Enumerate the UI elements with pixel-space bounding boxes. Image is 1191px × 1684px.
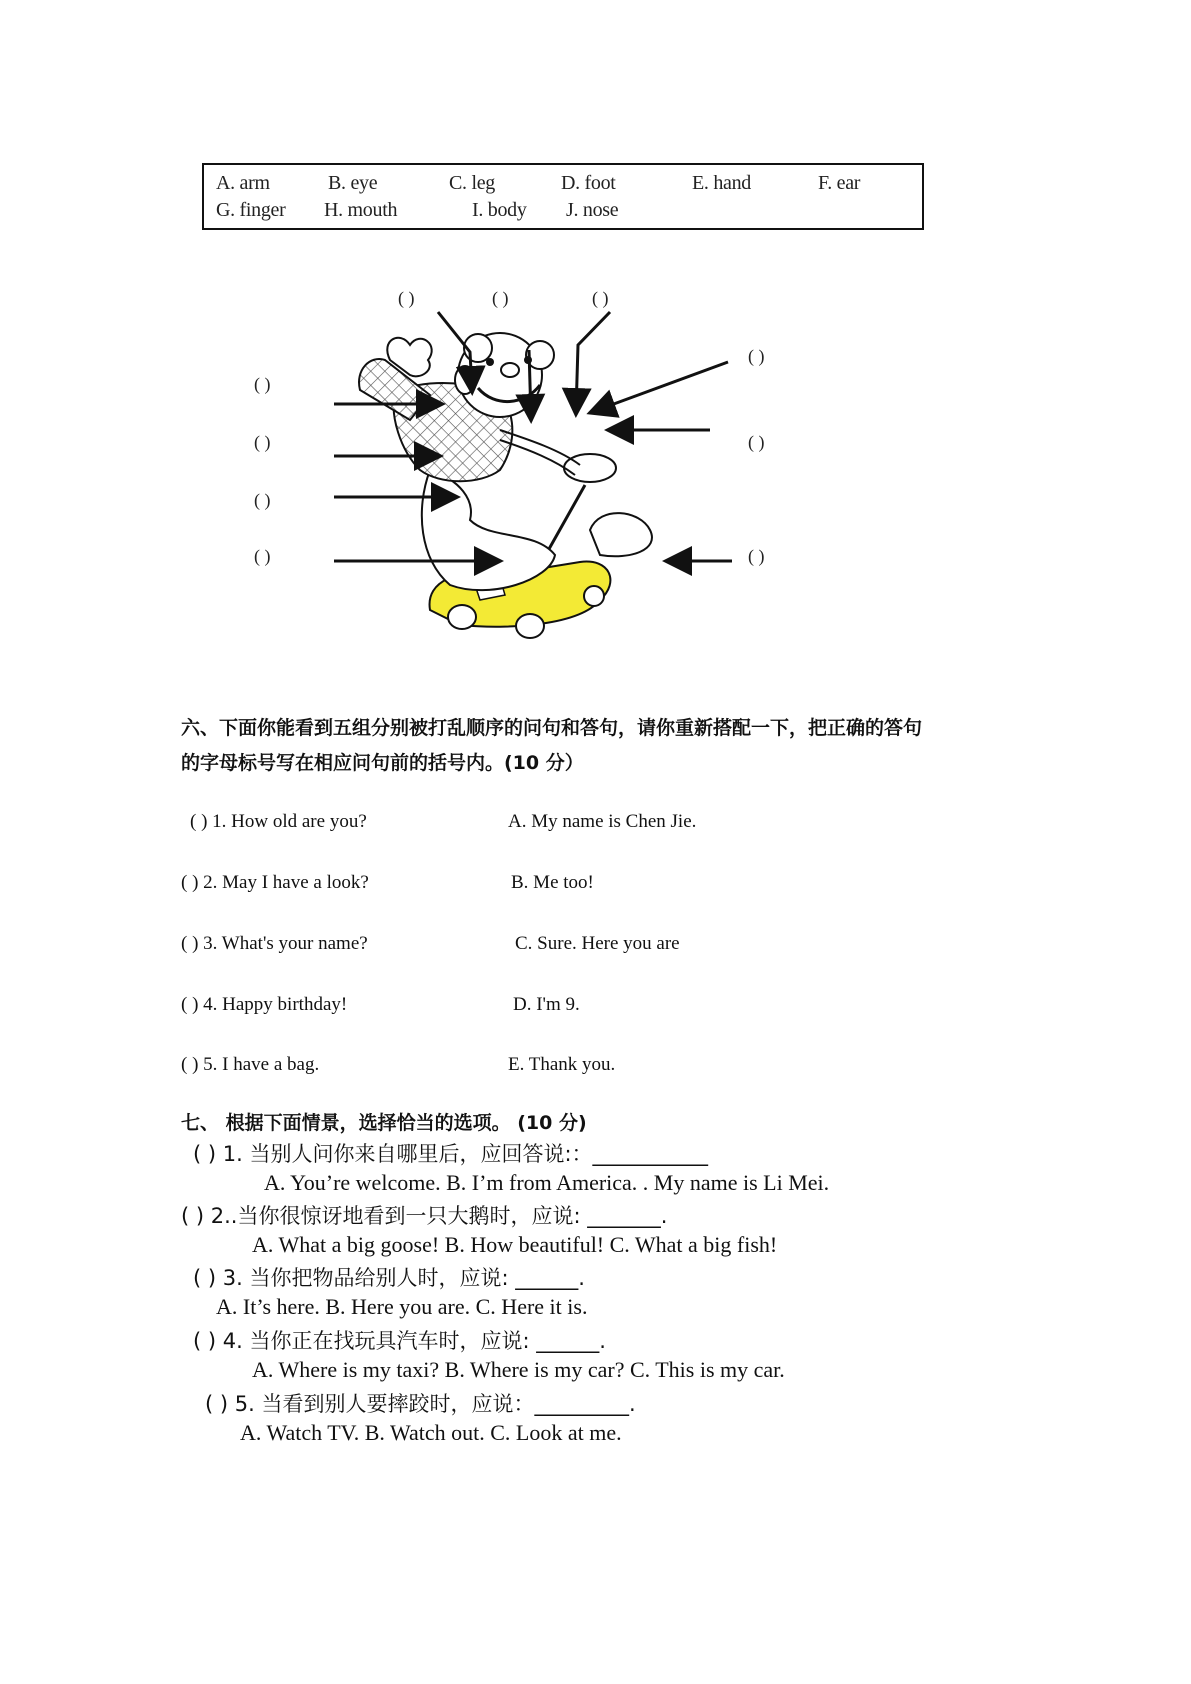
scenario-options: A. It’s here. B. Here you are. C. Here it is. bbox=[216, 1294, 588, 1319]
match-question: ( ) 2. May I have a look? bbox=[181, 872, 369, 893]
word-option: G. finger bbox=[216, 199, 286, 221]
answer-blank[interactable]: ( ) bbox=[592, 288, 609, 308]
scenario-question: ( ) 3. 当你把物品给别人时，应说: ______. bbox=[193, 1266, 585, 1290]
section6-heading-line2: 的字母标号写在相应问句前的括号内。(10 分） bbox=[181, 752, 584, 774]
answer-blank[interactable]: ( ) bbox=[398, 288, 415, 308]
word-option: J. nose bbox=[566, 199, 619, 221]
section7-heading: 七、 根据下面情景，选择恰当的选项。 (10 分) bbox=[181, 1112, 587, 1134]
word-option: D. foot bbox=[561, 172, 616, 194]
match-question: ( ) 3. What's your name? bbox=[181, 933, 368, 954]
word-option: C. leg bbox=[449, 172, 495, 194]
scenario-options: A. You’re welcome. B. I’m from America. . My name is Li Mei. bbox=[264, 1170, 830, 1195]
answer-blank[interactable]: ( ) bbox=[254, 490, 271, 510]
word-option: H. mouth bbox=[324, 199, 398, 221]
answer-blank[interactable]: ( ) bbox=[254, 432, 271, 452]
match-answer: E. Thank you. bbox=[508, 1054, 616, 1075]
scenario-question: ( ) 1. 当别人问你来自哪里后，应回答说:：___________ bbox=[193, 1142, 709, 1166]
answer-blank[interactable]: ( ) bbox=[748, 546, 765, 566]
scenario-question: ( ) 2..当你很惊讶地看到一只大鹅时，应说: _______. bbox=[181, 1204, 668, 1228]
section6-heading-line1: 六、下面你能看到五组分别被打乱顺序的问句和答句，请你重新搭配一下，把正确的答句 bbox=[181, 717, 923, 739]
scenario-question: ( ) 5. 当看到别人要摔跤时，应说：_________. bbox=[205, 1392, 636, 1416]
word-option: I. body bbox=[472, 199, 527, 221]
answer-blank[interactable]: ( ) bbox=[748, 432, 765, 452]
answer-blank[interactable]: ( ) bbox=[748, 346, 765, 366]
scenario-options: A. Where is my taxi? B. Where is my car? C. This is my car. bbox=[252, 1357, 785, 1382]
word-option: A. arm bbox=[216, 172, 270, 194]
label-arrows bbox=[0, 0, 1191, 700]
answer-blank[interactable]: ( ) bbox=[254, 546, 271, 566]
answer-blank[interactable]: ( ) bbox=[254, 374, 271, 394]
word-option: F. ear bbox=[818, 172, 861, 194]
match-answer: B. Me too! bbox=[511, 872, 594, 893]
match-answer: C. Sure. Here you are bbox=[515, 933, 680, 954]
match-question: ( ) 5. I have a bag. bbox=[181, 1054, 320, 1075]
match-answer: A. My name is Chen Jie. bbox=[508, 811, 697, 832]
match-question: ( ) 4. Happy birthday! bbox=[181, 994, 348, 1015]
word-option: E. hand bbox=[692, 172, 751, 194]
match-answer: D. I'm 9. bbox=[513, 994, 580, 1015]
match-question: ( ) 1. How old are you? bbox=[190, 811, 367, 832]
scenario-question: ( ) 4. 当你正在找玩具汽车时，应说: ______. bbox=[193, 1329, 606, 1353]
scenario-options: A. Watch TV. B. Watch out. C. Look at me. bbox=[240, 1420, 622, 1445]
answer-blank[interactable]: ( ) bbox=[492, 288, 509, 308]
word-option: B. eye bbox=[328, 172, 378, 194]
scenario-options: A. What a big goose! B. How beautiful! C. What a big fish! bbox=[252, 1232, 778, 1257]
